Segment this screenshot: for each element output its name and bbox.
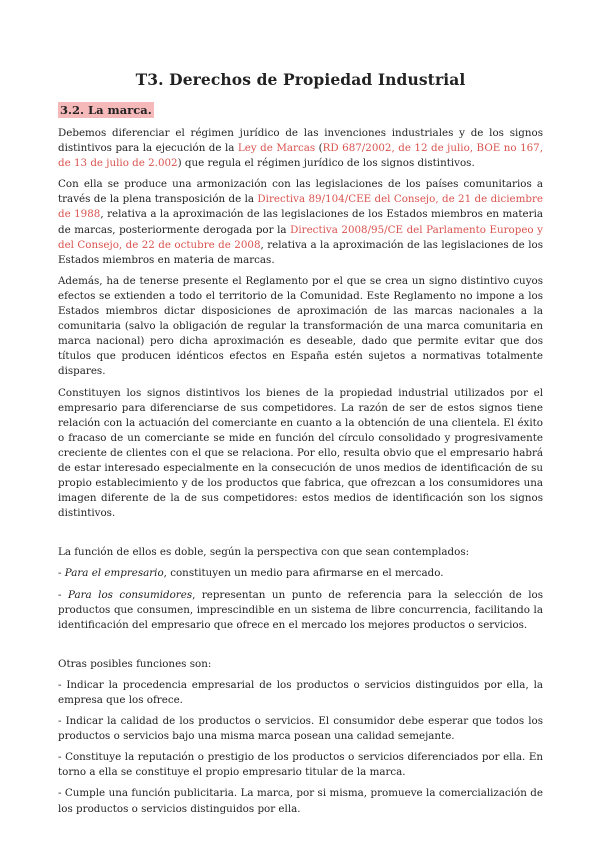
paragraph-4: Constituyen los signos distintivos los bienes de la propiedad industrial utilizados por el empresario para diferenciarse de sus competidores. La razón de ser de estos signos tiene relación con la actuación del comerciante en cuanto a la obtención de una clientela. El éxito o fracaso de un comerciante se mide en función del círculo consolidado y progresivamente creciente de clientes con el que se relaciona. Por ello, resulta obvio que el empresario habrá de estar interesado especialmente en la consecución de unos medios de identificación de su propio establecimiento y de los productos que fabrica, que ofrezcan a los consumidores una imagen diferente de la de sus competidores: estos medios de identificación son los signos distintivos. xyxy=(58,386,543,520)
ley-de-marcas-link[interactable]: Ley de Marcas xyxy=(237,142,316,155)
paragraph-6-rest: , constituyen un medio para afirmarse en el mercado. xyxy=(163,567,444,580)
function-item-1: - Indicar la procedencia empresarial de los productos o servicios distinguidos por ella, la empresa que los ofrece. xyxy=(58,678,543,706)
paragraph-8: Otras posibles funciones son: xyxy=(58,657,212,670)
spacer xyxy=(58,639,543,657)
paragraph-1 xyxy=(58,126,543,171)
rd-687-2002-link[interactable]: RD 687/2002, de 12 de julio, BOE no 167, de 13 de julio de 2.002 xyxy=(58,142,544,170)
paragraph-1-text-c: ) que regula el régimen jurídico de los signos distintivos. xyxy=(177,157,475,170)
paragraph-1-text-a: Debemos diferenciar el régimen jurídico de las invenciones industriales y de los signos distintivos para la ejecución de la xyxy=(58,127,543,155)
paragraph-2-text-c: , relativa a la aproximación de las legislaciones de los Estados miembros en materia de marcas. xyxy=(58,238,543,266)
spacer xyxy=(58,527,543,545)
paragraph-2 xyxy=(58,177,543,268)
emphasis-empresario: Para el empresario xyxy=(64,567,164,580)
bullet-prefix: - xyxy=(58,588,68,601)
paragraph-7 xyxy=(58,588,543,633)
function-item-3: - Constituye la reputación o prestigio de los productos o servicios diferenciados por ella. En torno a ella se constituye el propio empresario titular de la marca. xyxy=(58,751,543,779)
paragraph-3: Además, ha de tenerse presente el Reglamento por el que se crea un signo distintivo cuyos efectos se extienden a todo el territorio de la Comunidad. Este Reglamento no impone a los Estados miembros dictar disposiciones de aproximación de las marcas nacionales a la comunitaria (salvo la obligación de regular la transformación de una marca comunitaria en marca nacional) pero dicha aproximación es deseable, dado que permite evitar que dos títulos que producen idénticos efectos en España estén sujetos a normativas totalmente dispares. xyxy=(58,274,543,378)
directiva-2008-95-link[interactable]: Directiva 2008/95/CE del Parlamento Europeo y del Consejo, de 22 de octubre de 2008 xyxy=(58,223,543,251)
document-page xyxy=(58,70,543,823)
page-title: T3. Derechos de Propiedad Industrial xyxy=(135,70,466,89)
function-item-2: - Indicar la calidad de los productos o servicios. El consumidor debe esperar que todos los productos o servicios bajo una misma marca posean una calidad semejante. xyxy=(58,715,543,743)
paragraph-1-text-b: ( xyxy=(315,142,323,155)
paragraph-2-text-a: Con ella se produce una armonización con las legislaciones de los países comunitarios a través de la plena transposición de la xyxy=(58,178,543,206)
paragraph-5: La función de ellos es doble, según la perspectiva con que sean contemplados: xyxy=(58,546,470,559)
emphasis-consumidores: Para los consumidores xyxy=(67,588,193,601)
section-heading: 3.2. La marca. xyxy=(60,103,152,117)
paragraph-6 xyxy=(58,566,543,581)
bullet-prefix: - xyxy=(58,567,65,580)
directiva-89-104-link[interactable]: Directiva 89/104/CEE del Consejo, de 21 de diciembre de 1988 xyxy=(58,193,543,221)
paragraph-2-text-b: , relativa a la aproximación de las legislaciones de los Estados miembros en materia de marcas, posteriormente derogada por la xyxy=(58,208,543,236)
function-item-4: - Cumple una función publicitaria. La marca, por si misma, promueve la comercialización de los productos o servicios distinguidos por ella. xyxy=(58,787,543,815)
paragraph-7-rest: , representan un punto de referencia para la selección de los productos que consumen, imprescindible en un sistema de libre concurrencia, facilitando la identificación del empresario que ofrece en el mercado los mejores productos o servicios. xyxy=(58,588,543,631)
